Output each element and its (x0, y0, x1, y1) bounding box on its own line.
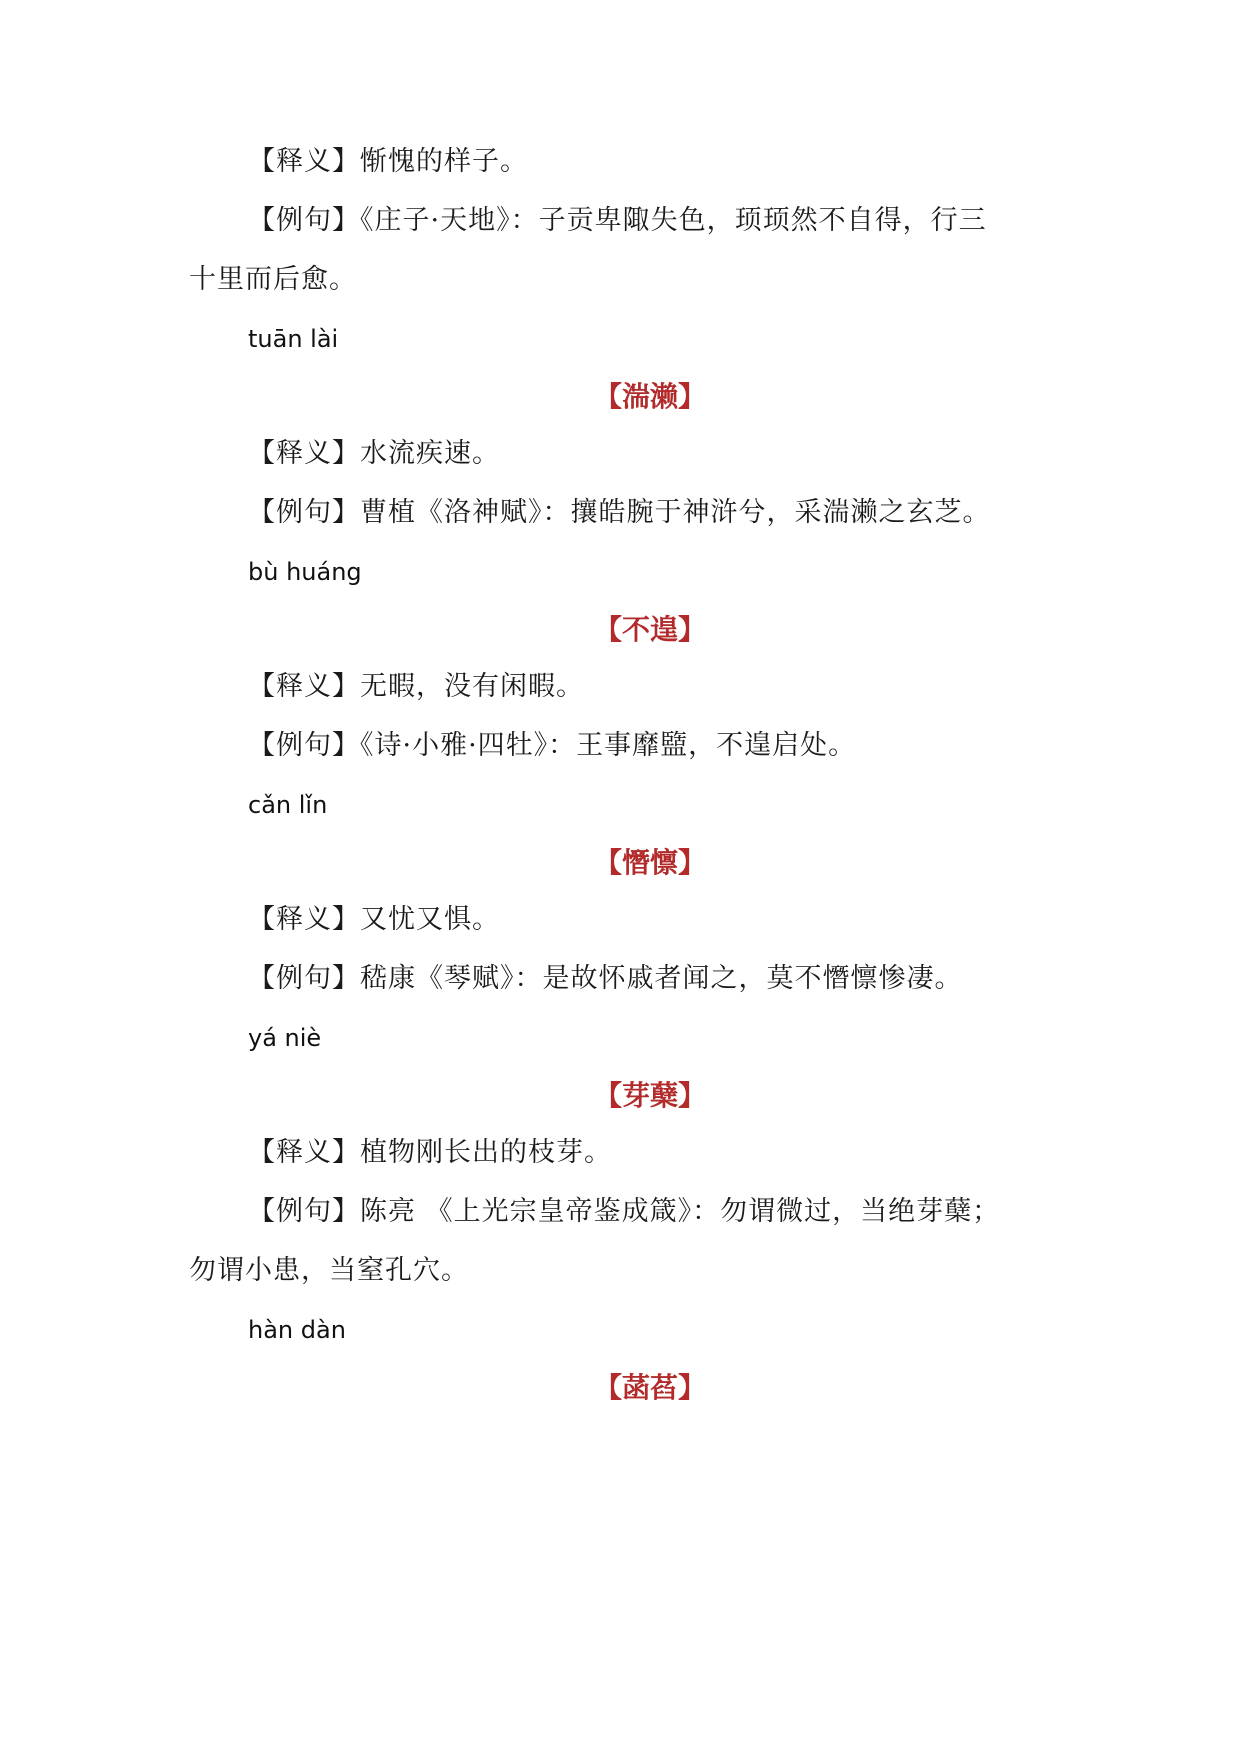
meaning-text: 又忧又惧。 (360, 904, 500, 935)
entry-example-line (248, 1195, 1000, 1229)
entry-meaning-line (248, 903, 500, 937)
entry-example-line (248, 496, 991, 530)
entry-example-line (248, 962, 963, 996)
meaning-text: 无暇，没有闲暇。 (360, 671, 584, 702)
entry-meaning-line (248, 1136, 612, 1170)
entry-headword: 【憯懔】 (593, 846, 706, 879)
meaning-label: 【释义】 (248, 904, 360, 935)
entry-pinyin: cǎn lǐn (248, 791, 328, 819)
meaning-text: 植物刚长出的枝芽。 (360, 1137, 612, 1168)
meaning-label: 【释义】 (248, 671, 360, 702)
entry-headword: 【湍濑】 (593, 380, 706, 413)
entry-pinyin: tuān lài (248, 325, 339, 353)
entry-meaning-line (248, 670, 584, 704)
entry-example-continuation: 勿谓小患，当窒孔穴。 (189, 1255, 469, 1286)
intro-meaning-line (248, 145, 528, 179)
example-text: 嵇康《琴赋》：是故怀戚者闻之，莫不憯懔惨凄。 (360, 963, 963, 994)
example-text: 曹植《洛神赋》：攘皓腕于神浒兮，采湍濑之玄芝。 (360, 497, 991, 528)
meaning-text: 水流疾速。 (360, 438, 500, 469)
entry-pinyin: bù huáng (248, 558, 362, 586)
example-label: 【例句】 (248, 497, 360, 528)
intro-example-continuation: 十里而后愈。 (189, 264, 357, 295)
entry-pinyin: yá niè (248, 1024, 322, 1052)
entry-meaning-line (248, 437, 500, 471)
entry-pinyin: hàn dàn (248, 1316, 346, 1344)
example-text: 陈亮 《上光宗皇帝鉴成箴》：勿谓微过，当绝芽蘖； (360, 1196, 1001, 1227)
entry-headword: 【菡萏】 (593, 1371, 706, 1404)
entry-headword: 【不遑】 (593, 613, 706, 646)
meaning-label: 【释义】 (248, 438, 360, 469)
meaning-text: 惭愧的样子。 (360, 146, 528, 177)
intro-example-line (248, 204, 987, 238)
meaning-label: 【释义】 (248, 1137, 360, 1168)
example-text: 《诗·小雅·四牡》：王事靡盬，不遑启处。 (360, 730, 857, 761)
entry-example-line (248, 729, 856, 763)
example-label: 【例句】 (248, 205, 360, 236)
example-label: 【例句】 (248, 963, 360, 994)
meaning-label: 【释义】 (248, 146, 360, 177)
example-label: 【例句】 (248, 730, 360, 761)
example-text: 《庄子·天地》：子贡卑陬失色，顼顼然不自得，行三 (360, 205, 987, 236)
entry-headword: 【芽蘖】 (593, 1079, 706, 1112)
example-label: 【例句】 (248, 1196, 360, 1227)
